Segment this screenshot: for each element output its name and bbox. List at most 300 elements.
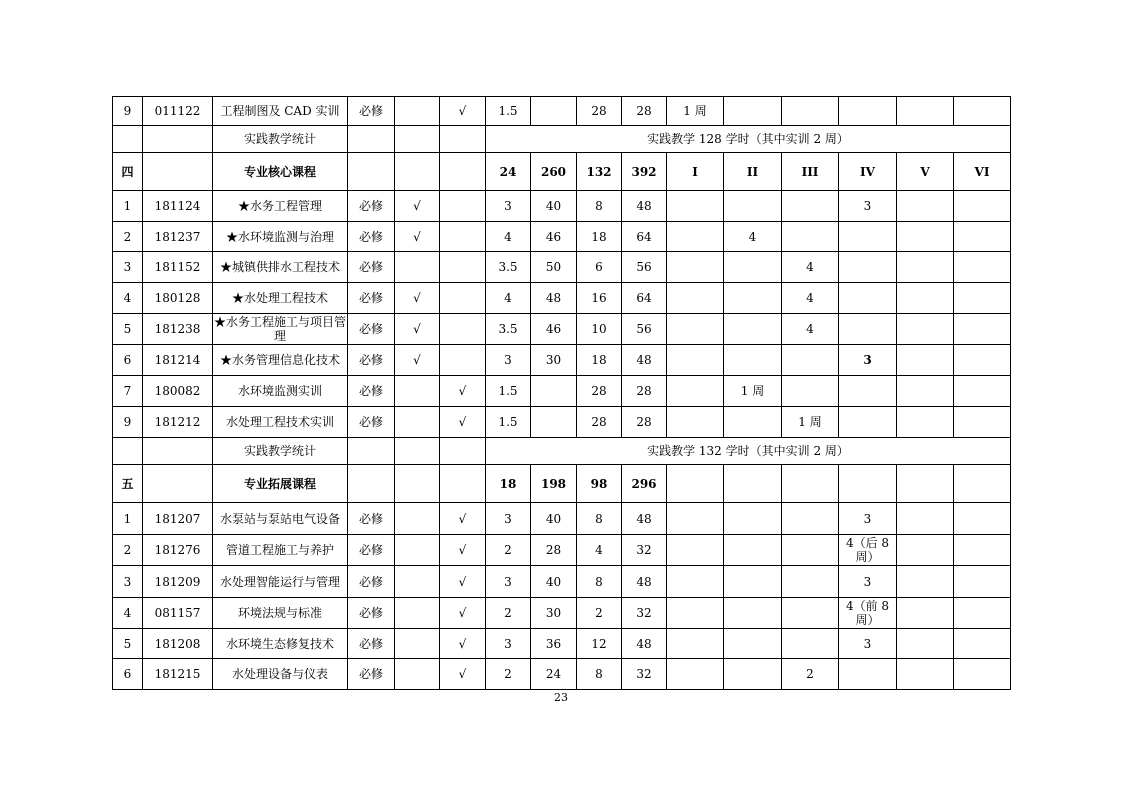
cell-practice: 18 [577,345,622,376]
cell-sem3 [782,535,839,566]
cell-theory: 30 [531,345,577,376]
cell-type: 必修 [348,97,395,126]
cell-name: ★水环境监测与治理 [213,222,348,252]
cell-total: 56 [622,252,667,283]
cell-seq: 7 [113,376,143,407]
cell-seq: 5 [113,629,143,659]
course-row [113,345,1011,376]
cell-practice: 8 [577,566,622,598]
cell-sem3 [782,566,839,598]
cell-assess [440,345,486,376]
cell-seq: 4 [113,598,143,629]
cell-sem6 [954,345,1011,376]
cell-sem6 [954,252,1011,283]
cell-code [143,438,213,465]
cell-sem2 [724,465,782,503]
cell-exam: √ [395,222,440,252]
cell-sem4 [839,659,897,690]
cell-sem4 [839,465,897,503]
cell-sem5 [897,345,954,376]
cell-sem4 [839,97,897,126]
cell-sem1 [667,535,724,566]
cell-theory [531,376,577,407]
cell-type: 必修 [348,566,395,598]
cell-name: 水环境生态修复技术 [213,629,348,659]
cell-credit: 4 [486,222,531,252]
cell-name: ★水务管理信息化技术 [213,345,348,376]
cell-sem3: 2 [782,659,839,690]
cell-name: 水处理智能运行与管理 [213,566,348,598]
cell-sem4: 3 [839,566,897,598]
cell-sem4: 3 [839,629,897,659]
cell-sem5 [897,97,954,126]
cell-exam [395,376,440,407]
cell-sem6 [954,97,1011,126]
cell-name: 水处理设备与仪表 [213,659,348,690]
course-row [113,629,1011,659]
cell-exam [395,659,440,690]
cell-sem1 [667,598,724,629]
cell-sem2 [724,345,782,376]
cell-assess [440,191,486,222]
cell-sem3: 4 [782,314,839,345]
cell-sem2 [724,283,782,314]
cell-exam [395,153,440,191]
cell-code [143,126,213,153]
cell-sem6 [954,629,1011,659]
cell-practice: 132 [577,153,622,191]
cell-total: 32 [622,659,667,690]
cell-credit: 24 [486,153,531,191]
cell-sem5 [897,503,954,535]
cell-assess [440,283,486,314]
cell-practice: 12 [577,629,622,659]
course-row [113,97,1011,126]
cell-sem6 [954,659,1011,690]
cell-sem1 [667,503,724,535]
cell-theory: 28 [531,535,577,566]
cell-assess: √ [440,503,486,535]
cell-exam [395,97,440,126]
course-row [113,191,1011,222]
cell-sem4: 3 [839,503,897,535]
cell-sem5 [897,629,954,659]
section-row [113,465,1011,503]
cell-name: ★城镇供排水工程技术 [213,252,348,283]
course-row [113,659,1011,690]
cell-sem3 [782,345,839,376]
cell-sem2 [724,598,782,629]
cell-sem2: 1 周 [724,376,782,407]
cell-assess: √ [440,535,486,566]
cell-sem3 [782,97,839,126]
cell-type: 必修 [348,659,395,690]
cell-code: 181209 [143,566,213,598]
cell-sem1: I [667,153,724,191]
summary-row [113,126,1011,153]
cell-practice: 28 [577,407,622,438]
cell-practice: 18 [577,222,622,252]
cell-total: 48 [622,566,667,598]
cell-sem5 [897,376,954,407]
cell-sem3 [782,503,839,535]
cell-sem5 [897,566,954,598]
cell-exam: √ [395,314,440,345]
cell-name: 水环境监测实训 [213,376,348,407]
cell-theory [531,97,577,126]
cell-practice: 8 [577,659,622,690]
cell-code: 181208 [143,629,213,659]
cell-total: 392 [622,153,667,191]
cell-assess [440,314,486,345]
cell-assess: √ [440,629,486,659]
cell-code: 181207 [143,503,213,535]
cell-sem5 [897,535,954,566]
section-row [113,153,1011,191]
cell-name: 水泵站与泵站电气设备 [213,503,348,535]
cell-practice: 8 [577,503,622,535]
cell-type: 必修 [348,598,395,629]
summary-text: 实践教学 128 学时（其中实训 2 周） [486,126,1011,153]
cell-sem2 [724,407,782,438]
course-row [113,598,1011,629]
cell-sem4 [839,252,897,283]
cell-sem6 [954,376,1011,407]
cell-theory: 198 [531,465,577,503]
cell-sem6: VI [954,153,1011,191]
cell-type: 必修 [348,222,395,252]
cell-total: 48 [622,191,667,222]
cell-sem5: V [897,153,954,191]
cell-credit: 3 [486,503,531,535]
cell-sem5 [897,598,954,629]
cell-credit: 2 [486,535,531,566]
course-row [113,535,1011,566]
course-row [113,252,1011,283]
cell-assess [440,222,486,252]
cell-practice: 10 [577,314,622,345]
cell-sem4 [839,283,897,314]
cell-sem6 [954,598,1011,629]
cell-sem5 [897,314,954,345]
cell-sem5 [897,465,954,503]
cell-code: 181237 [143,222,213,252]
cell-credit: 1.5 [486,407,531,438]
cell-sem4: 4（前 8 周） [839,598,897,629]
cell-credit: 1.5 [486,97,531,126]
cell-total: 296 [622,465,667,503]
cell-assess: √ [440,566,486,598]
cell-exam [395,438,440,465]
cell-assess [440,438,486,465]
cell-name: 环境法规与标准 [213,598,348,629]
cell-name: 专业核心课程 [213,153,348,191]
cell-code: 181214 [143,345,213,376]
cell-name: 管道工程施工与养护 [213,535,348,566]
cell-code [143,153,213,191]
cell-assess [440,465,486,503]
cell-sem6 [954,222,1011,252]
cell-theory: 36 [531,629,577,659]
cell-total: 28 [622,97,667,126]
cell-code: 180128 [143,283,213,314]
cell-name: ★水务工程管理 [213,191,348,222]
summary-label: 实践教学统计 [213,438,348,465]
cell-sem3 [782,629,839,659]
cell-sem2 [724,566,782,598]
cell-theory: 260 [531,153,577,191]
cell-seq: 3 [113,566,143,598]
cell-seq: 9 [113,407,143,438]
cell-exam [395,535,440,566]
cell-type: 必修 [348,191,395,222]
summary-text: 实践教学 132 学时（其中实训 2 周） [486,438,1011,465]
cell-theory: 46 [531,222,577,252]
cell-sem6 [954,503,1011,535]
cell-exam [395,407,440,438]
cell-assess [440,252,486,283]
cell-sem2 [724,191,782,222]
cell-theory: 40 [531,191,577,222]
cell-exam [395,598,440,629]
cell-practice: 16 [577,283,622,314]
cell-name: ★水处理工程技术 [213,283,348,314]
cell-theory: 30 [531,598,577,629]
cell-theory: 24 [531,659,577,690]
course-row [113,222,1011,252]
cell-practice: 28 [577,376,622,407]
cell-sem5 [897,407,954,438]
cell-type: 必修 [348,407,395,438]
cell-seq: 6 [113,659,143,690]
cell-total: 32 [622,598,667,629]
cell-code: 181238 [143,314,213,345]
cell-type: 必修 [348,376,395,407]
cell-sem1 [667,407,724,438]
cell-exam [395,465,440,503]
course-row [113,376,1011,407]
cell-code: 181124 [143,191,213,222]
cell-practice: 2 [577,598,622,629]
cell-sem1 [667,222,724,252]
cell-code: 181276 [143,535,213,566]
cell-type: 必修 [348,345,395,376]
cell-sem1 [667,566,724,598]
cell-sem3 [782,598,839,629]
cell-sem1 [667,465,724,503]
cell-code: 011122 [143,97,213,126]
cell-sem6 [954,407,1011,438]
cell-credit: 3.5 [486,252,531,283]
cell-sem4 [839,314,897,345]
cell-assess: √ [440,97,486,126]
cell-type [348,465,395,503]
cell-assess [440,126,486,153]
cell-exam [395,503,440,535]
cell-type: 必修 [348,629,395,659]
cell-seq [113,438,143,465]
cell-sem3: 1 周 [782,407,839,438]
cell-sem4: 3 [839,191,897,222]
cell-credit: 18 [486,465,531,503]
cell-total: 48 [622,345,667,376]
course-row [113,566,1011,598]
cell-code: 181215 [143,659,213,690]
cell-sem3: 4 [782,283,839,314]
cell-credit: 3.5 [486,314,531,345]
cell-exam: √ [395,191,440,222]
cell-sem1 [667,191,724,222]
cell-seq: 四 [113,153,143,191]
cell-sem3 [782,191,839,222]
cell-type: 必修 [348,314,395,345]
summary-row [113,438,1011,465]
cell-theory: 48 [531,283,577,314]
cell-code [143,465,213,503]
cell-sem3 [782,376,839,407]
cell-theory: 46 [531,314,577,345]
cell-seq: 2 [113,222,143,252]
cell-exam: √ [395,283,440,314]
cell-total: 48 [622,629,667,659]
cell-name: 水处理工程技术实训 [213,407,348,438]
cell-sem2 [724,314,782,345]
cell-sem5 [897,191,954,222]
cell-name: 工程制图及 CAD 实训 [213,97,348,126]
cell-type [348,153,395,191]
cell-name: 专业拓展课程 [213,465,348,503]
cell-seq: 1 [113,191,143,222]
cell-credit: 3 [486,629,531,659]
course-row [113,283,1011,314]
cell-code: 181152 [143,252,213,283]
cell-exam: √ [395,345,440,376]
summary-label: 实践教学统计 [213,126,348,153]
cell-practice: 98 [577,465,622,503]
cell-sem2: 4 [724,222,782,252]
cell-practice: 8 [577,191,622,222]
cell-sem1 [667,283,724,314]
cell-sem1 [667,252,724,283]
cell-assess: √ [440,598,486,629]
cell-credit: 4 [486,283,531,314]
cell-theory: 40 [531,566,577,598]
cell-name: ★水务工程施工与项目管理 [213,315,346,343]
cell-sem4: 3 [839,345,897,376]
cell-sem6 [954,465,1011,503]
cell-credit: 1.5 [486,376,531,407]
cell-total: 28 [622,407,667,438]
cell-assess: √ [440,659,486,690]
cell-seq: 1 [113,503,143,535]
cell-exam [395,566,440,598]
cell-type: 必修 [348,283,395,314]
course-plan-table [112,96,1011,690]
cell-seq: 4 [113,283,143,314]
cell-sem5 [897,252,954,283]
cell-total: 56 [622,314,667,345]
cell-exam [395,252,440,283]
cell-seq: 9 [113,97,143,126]
cell-sem3: III [782,153,839,191]
cell-sem3 [782,465,839,503]
cell-practice: 28 [577,97,622,126]
cell-code: 081157 [143,598,213,629]
cell-total: 28 [622,376,667,407]
cell-sem1 [667,345,724,376]
page-number: 23 [554,691,568,704]
cell-sem1: 1 周 [667,97,724,126]
cell-exam [395,629,440,659]
cell-sem4: 4（后 8 周） [839,535,897,566]
cell-code: 181212 [143,407,213,438]
cell-seq: 2 [113,535,143,566]
cell-type [348,126,395,153]
cell-total: 64 [622,283,667,314]
cell-theory [531,407,577,438]
cell-total: 64 [622,222,667,252]
cell-sem6 [954,314,1011,345]
cell-sem6 [954,191,1011,222]
cell-seq [113,126,143,153]
cell-sem5 [897,222,954,252]
cell-credit: 3 [486,191,531,222]
cell-sem2: II [724,153,782,191]
cell-credit: 2 [486,598,531,629]
cell-exam [395,126,440,153]
cell-sem2 [724,535,782,566]
cell-assess: √ [440,407,486,438]
cell-code: 180082 [143,376,213,407]
cell-total: 48 [622,503,667,535]
cell-sem1 [667,659,724,690]
cell-seq: 6 [113,345,143,376]
cell-credit: 2 [486,659,531,690]
cell-sem6 [954,535,1011,566]
cell-sem1 [667,376,724,407]
cell-sem4 [839,376,897,407]
cell-assess: √ [440,376,486,407]
cell-assess [440,153,486,191]
cell-sem2 [724,659,782,690]
cell-practice: 4 [577,535,622,566]
cell-sem2 [724,503,782,535]
cell-sem1 [667,314,724,345]
cell-credit: 3 [486,566,531,598]
cell-practice: 6 [577,252,622,283]
course-row [113,314,1011,345]
cell-theory: 50 [531,252,577,283]
cell-sem4 [839,407,897,438]
cell-seq: 五 [113,465,143,503]
cell-type: 必修 [348,252,395,283]
cell-sem5 [897,283,954,314]
cell-sem1 [667,629,724,659]
cell-sem5 [897,659,954,690]
cell-seq: 3 [113,252,143,283]
cell-sem2 [724,252,782,283]
cell-total: 32 [622,535,667,566]
cell-type: 必修 [348,535,395,566]
cell-sem3 [782,222,839,252]
cell-type [348,438,395,465]
cell-sem6 [954,566,1011,598]
cell-sem2 [724,629,782,659]
cell-sem4 [839,222,897,252]
cell-type: 必修 [348,503,395,535]
cell-sem2 [724,97,782,126]
cell-seq: 5 [113,314,143,345]
